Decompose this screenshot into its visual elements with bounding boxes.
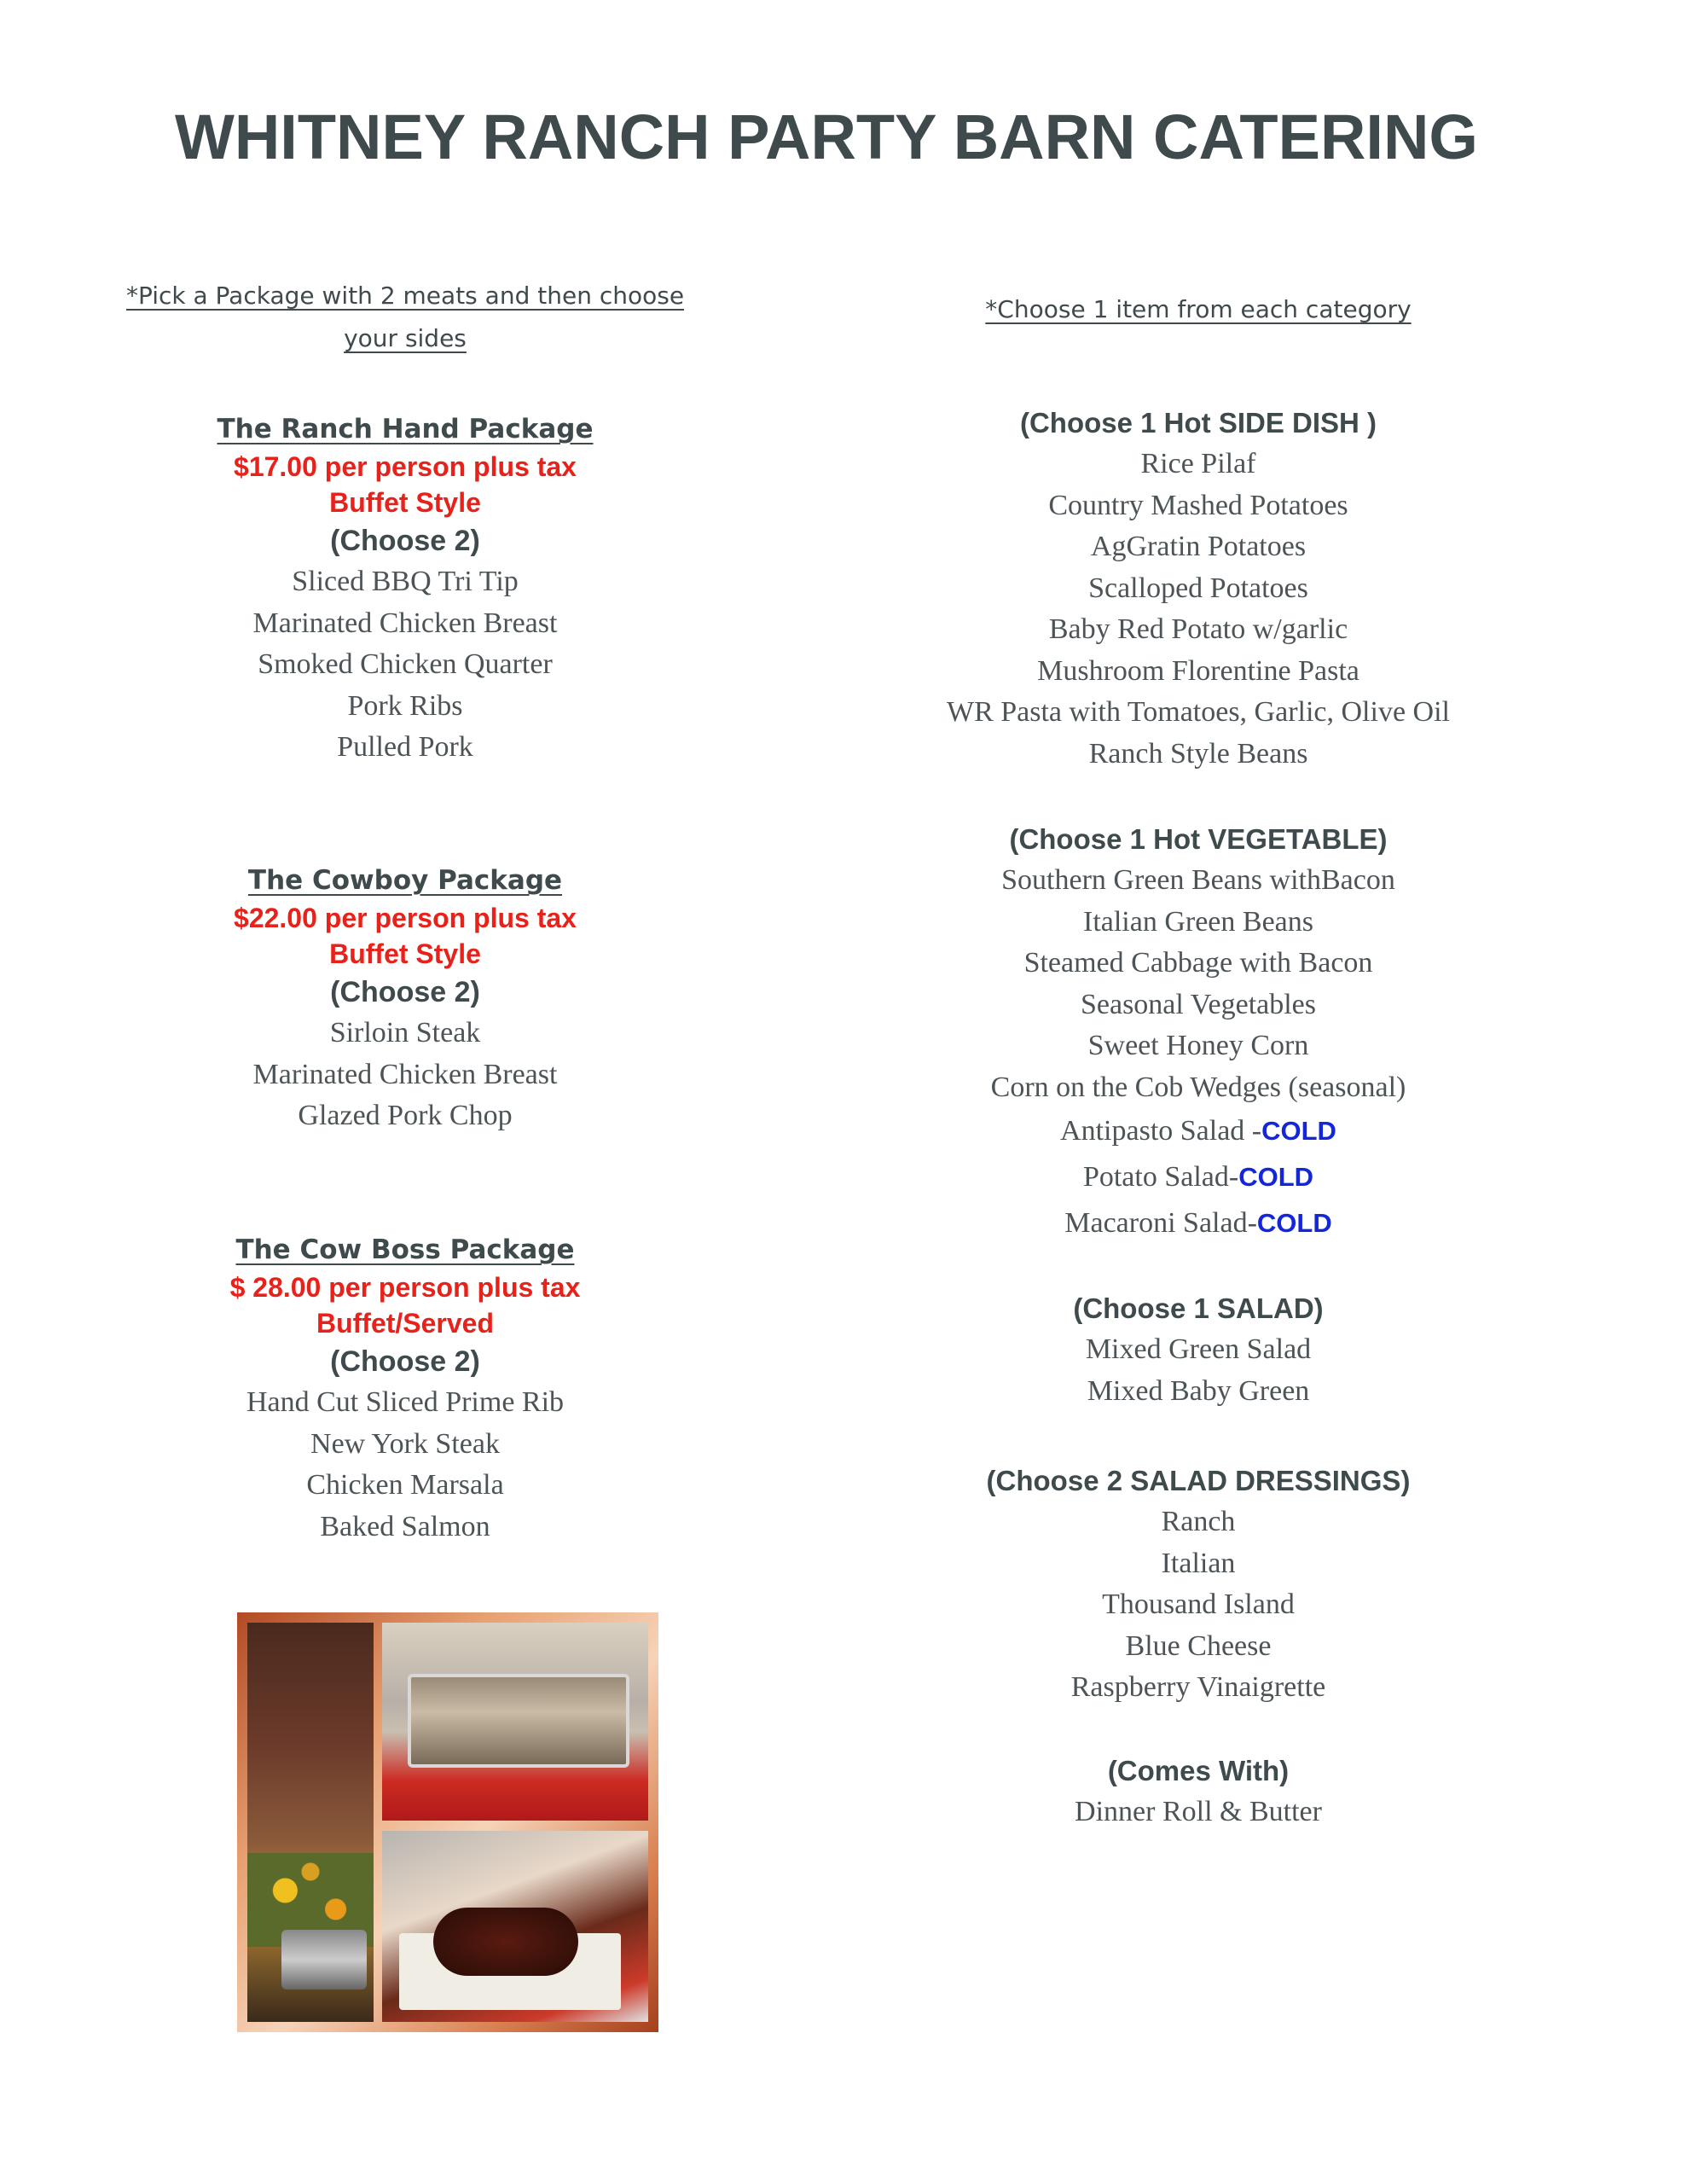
package-choose-label: (Choose 2) — [330, 976, 480, 1008]
chafing-pot-image — [281, 1930, 367, 1989]
menu-item: Blue Cheese — [1125, 1629, 1272, 1662]
section-side-dish — [904, 403, 1493, 775]
category-heading: (Comes With) — [1107, 1755, 1290, 1786]
menu-item: Glazed Pork Chop — [298, 1100, 513, 1131]
menu-item: Baby Red Potato w/garlic — [1048, 613, 1348, 645]
photo-carving-meat — [382, 1831, 648, 2022]
category-heading: (Choose 1 Hot SIDE DISH ) — [1019, 407, 1377, 439]
cold-menu-item — [904, 1154, 1493, 1200]
catering-photo-collage — [237, 1612, 658, 2032]
package-cowboy — [85, 861, 725, 1137]
sides-instructions-text: *Choose 1 item from each category — [985, 295, 1412, 323]
menu-item: Southern Green Beans withBacon — [1001, 864, 1395, 896]
category-heading: (Choose 1 Hot VEGETABLE) — [1009, 823, 1388, 855]
menu-item: Raspberry Vinaigrette — [1070, 1671, 1326, 1703]
category-heading: (Choose 2 SALAD DRESSINGS) — [986, 1465, 1411, 1496]
package-name: The Cow Boss Package — [235, 1234, 575, 1265]
menu-item: WR Pasta with Tomatoes, Garlic, Olive Oil — [946, 696, 1450, 728]
section-dressings — [904, 1461, 1493, 1709]
menu-item: Mixed Green Salad — [1085, 1333, 1312, 1365]
package-instructions-line1: *Pick a Package with 2 meats and then choose — [125, 282, 685, 310]
menu-item: Sweet Honey Corn — [1087, 1030, 1309, 1061]
package-instructions-line2: your sides — [344, 324, 467, 352]
menu-item: Rice Pilaf — [1140, 448, 1256, 479]
package-price: $ 28.00 per person plus tax — [229, 1272, 581, 1303]
package-price: $17.00 per person plus tax — [234, 451, 577, 482]
packages-column — [85, 275, 725, 360]
package-price: $22.00 per person plus tax — [234, 903, 577, 933]
menu-item: Seasonal Vegetables — [1080, 988, 1317, 1020]
menu-item: Country Mashed Potatoes — [1048, 489, 1348, 521]
cold-menu-item — [904, 1200, 1493, 1246]
menu-item: Sirloin Steak — [329, 1017, 481, 1048]
package-choose-label: (Choose 2) — [330, 1345, 480, 1378]
photo-buffet-trays — [382, 1623, 648, 1821]
menu-item: Mushroom Florentine Pasta — [1037, 654, 1359, 687]
menu-item: Marinated Chicken Breast — [252, 607, 558, 639]
section-comes-with — [904, 1751, 1493, 1833]
menu-item: Chicken Marsala — [306, 1469, 504, 1501]
menu-item: Ranch Style Beans — [1088, 737, 1308, 770]
package-name: The Cowboy Package — [247, 865, 563, 896]
roast-meat-image — [433, 1908, 578, 1976]
package-instructions — [85, 275, 725, 360]
cold-tag: COLD — [1256, 1208, 1332, 1238]
menu-item: Pork Ribs — [347, 689, 463, 722]
page-title: WHITNEY RANCH PARTY BARN CATERING — [175, 102, 1478, 172]
menu-item: Steamed Cabbage with Bacon — [1023, 947, 1373, 979]
section-salad — [904, 1288, 1493, 1412]
menu-item: Mixed Baby Green — [1087, 1374, 1310, 1407]
menu-item: Thousand Island — [1102, 1589, 1295, 1620]
menu-item: New York Steak — [310, 1427, 500, 1460]
menu-item: Sliced BBQ Tri Tip — [292, 566, 519, 597]
package-ranch-hand — [85, 410, 725, 769]
menu-item: Corn on the Cob Wedges (seasonal) — [990, 1071, 1406, 1103]
section-vegetable — [904, 819, 1493, 1246]
photo-decor — [247, 1623, 374, 2022]
menu-item: Italian — [1161, 1547, 1236, 1579]
package-name: The Ranch Hand Package — [217, 414, 594, 444]
cold-item-name: Potato Salad- — [1082, 1161, 1239, 1193]
menu-item: AgGratin Potatoes — [1090, 531, 1307, 562]
menu-item: Pulled Pork — [337, 731, 473, 763]
menu-item: Smoked Chicken Quarter — [258, 648, 553, 680]
cold-item-name: Macaroni Salad- — [1064, 1207, 1257, 1239]
menu-item: Dinner Roll & Butter — [1075, 1796, 1322, 1827]
package-service-style: Buffet/Served — [316, 1308, 495, 1339]
menu-item: Scalloped Potatoes — [1088, 572, 1308, 604]
package-service-style: Buffet Style — [329, 938, 481, 969]
menu-item: Ranch — [1161, 1506, 1236, 1537]
cold-tag: COLD — [1261, 1116, 1336, 1146]
package-choose-label: (Choose 2) — [330, 525, 480, 557]
menu-item: Italian Green Beans — [1083, 905, 1313, 938]
cold-tag: COLD — [1238, 1162, 1314, 1192]
package-cow-boss — [85, 1230, 725, 1548]
category-heading: (Choose 1 SALAD) — [1073, 1292, 1324, 1324]
cold-item-name: Antipasto Salad - — [1060, 1115, 1262, 1147]
buffet-tray-image — [408, 1674, 629, 1768]
package-service-style: Buffet Style — [329, 487, 481, 518]
menu-item: Hand Cut Sliced Prime Rib — [246, 1386, 565, 1418]
menu-item: Marinated Chicken Breast — [252, 1058, 558, 1090]
cold-menu-item — [904, 1108, 1493, 1154]
menu-item: Baked Salmon — [320, 1510, 490, 1542]
sides-instructions — [904, 288, 1493, 331]
